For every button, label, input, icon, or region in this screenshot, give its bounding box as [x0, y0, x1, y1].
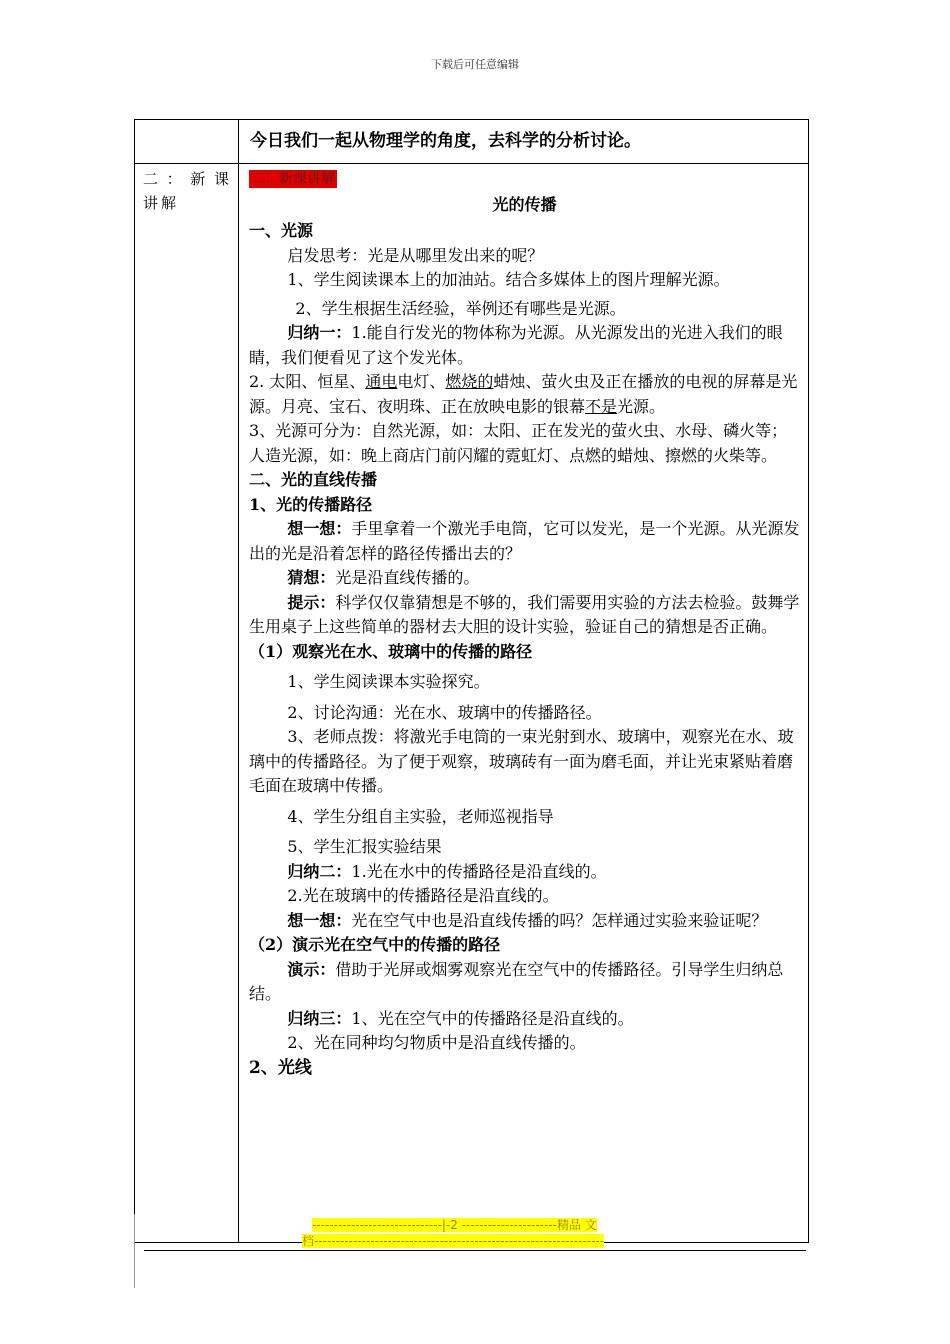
section-heading: 二、光的直线传播 — [249, 470, 378, 489]
row2-left-cell — [135, 164, 239, 1243]
think-label: 想一想： — [287, 910, 352, 930]
table-row — [135, 164, 809, 1243]
summary-label: 归纳三： — [287, 1008, 352, 1028]
summary-paragraph — [249, 860, 800, 885]
section-heading: 一、光源 — [249, 221, 314, 240]
summary-label: 归纳一： — [287, 323, 352, 342]
paragraph — [249, 517, 800, 566]
paragraph: 2.光在玻璃中的传播路径是沿直线的。 — [287, 886, 559, 905]
paragraph — [249, 370, 800, 419]
text-run: 手里拿着一个激光手电筒，它可以发光，是一个光源。从光源发出的光是沿着怎样的路径传播出去的？ — [249, 519, 800, 563]
subsection-heading: 2、光线 — [249, 1057, 312, 1078]
text-run: 光是沿直线传播的。 — [335, 568, 480, 587]
paragraph: 5、学生汇报实验结果 — [287, 837, 442, 856]
hint-label: 提示： — [287, 592, 336, 612]
experiment-heading: （1）观察光在水、玻璃中的传播的路径 — [249, 641, 533, 661]
underlined-text: 燃烧的 — [445, 372, 494, 391]
experiment-heading: （2）演示光在空气中的传播的路径 — [249, 935, 501, 954]
footer-text-line1: ------------------------------|-2 ----------------------精品 文 — [312, 1218, 597, 1232]
text-run: 电灯、 — [397, 372, 446, 391]
guess-label: 猜想： — [287, 568, 336, 587]
text-run: 科学仅仅靠猜想是不够的，我们需要用实验的方法去检验。鼓舞学生用桌子上这些简单的器材去大胆的设计实验，验证自己的猜想是否正确。 — [249, 592, 800, 636]
think-label: 想一想： — [287, 519, 352, 538]
paragraph — [249, 958, 800, 1007]
margin-line — [134, 1214, 135, 1288]
lesson-title: 光的传播 — [492, 194, 557, 214]
paragraph: 1、学生阅读课本上的加油站。结合多媒体上的图片理解光源。 — [287, 270, 730, 289]
table-row — [135, 120, 809, 164]
text-run: 光在空气中也是沿直线传播的吗？怎样通过实验来验证呢？ — [351, 910, 768, 930]
page-footer — [134, 1214, 806, 1284]
summary-text: 1.光在水中的传播路径是沿直线的。 — [351, 861, 607, 881]
text-run: 蜡烛、萤火虫及正在播放的电视的屏幕是光源。月亮、宝石、夜明珠、正在放映电影的银幕 — [249, 372, 798, 416]
lesson-table — [134, 119, 809, 1243]
paragraph: 4、学生分组自主实验，老师巡视指导 — [287, 806, 554, 826]
summary-paragraph — [249, 321, 800, 370]
paragraph — [249, 591, 800, 640]
row2-right-cell — [239, 164, 809, 1243]
footer-text-line2: 档------------------------------------------------------------------- — [302, 1234, 605, 1248]
header-note: 下载后可任意编辑 — [431, 58, 519, 71]
paragraph — [249, 566, 800, 591]
lesson-body — [239, 164, 808, 1080]
row1-left-cell — [135, 120, 239, 164]
text-run: 光源。 — [617, 396, 666, 416]
subsection-heading: 1、光的传播路径 — [249, 494, 373, 514]
paragraph: 2、光在同种均匀物质中是沿直线传播的。 — [287, 1033, 586, 1052]
intro-text: 今日我们一起从物理学的角度，去科学的分析讨论。 — [250, 131, 641, 151]
demo-label: 演示： — [287, 959, 336, 979]
underlined-text: 不是 — [585, 396, 618, 416]
section-label: 二：新课讲解 — [143, 170, 232, 212]
row1-right-cell — [239, 120, 809, 164]
paragraph: 3、光源可分为：自然光源，如：太阳、正在发光的萤火虫、水母、磷火等；人造光源，如：晚上商店门前闪耀的霓虹灯、点燃的蜡烛、擦燃的火柴等。 — [249, 421, 788, 465]
underlined-text: 通电 — [365, 372, 398, 391]
paragraph: 2、讨论沟通：光在水、玻璃中的传播路径。 — [287, 702, 602, 722]
summary-label: 归纳二： — [287, 861, 352, 881]
summary-text: 1、光在空气中的传播路径是沿直线的。 — [351, 1008, 634, 1028]
text-run: 借助于光屏或烟雾观察光在空气中的传播路径。引导学生归纳总结。 — [249, 959, 784, 1003]
paragraph: 2、学生根据生活经验，举例还有哪些是光源。 — [295, 298, 626, 318]
paragraph: 启发思考：光是从哪里发出来的呢？ — [287, 245, 544, 265]
paragraph: 1、学生阅读课本实验探究。 — [287, 672, 490, 691]
summary-text: 1.能自行发光的物体称为光源。从光源发出的光进入我们的眼睛，我们便看见了这个发光体。 — [249, 323, 783, 367]
summary-paragraph — [249, 1007, 800, 1032]
highlighted-heading: 二：新课讲解 — [251, 171, 335, 187]
paragraph: 3、老师点拨：将激光手电筒的一束光射到水、玻璃中，观察光在水、玻璃中的传播路径。为了便于观察，玻璃砖有一面为磨毛面，并让光束紧贴着磨毛面在玻璃中传播。 — [249, 727, 794, 795]
footer-rule — [144, 1250, 806, 1251]
paragraph — [249, 909, 800, 934]
text-run: 2. 太阳、恒星、 — [249, 372, 366, 391]
